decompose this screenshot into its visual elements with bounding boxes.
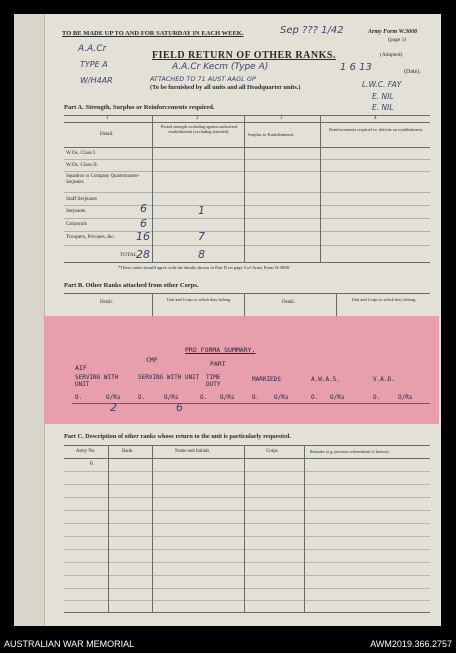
part-a-sub-rule (64, 122, 430, 123)
binding-stub (14, 14, 45, 626)
pc-row-6 (64, 536, 430, 537)
part-c-col-remarks: Remarks (e.g. previous whereabouts if known). (310, 449, 390, 454)
part-a-head-rule (64, 147, 430, 148)
part-c-col-army-no: Army No. (76, 449, 96, 454)
pf-hw-cmf: 6 (176, 401, 183, 414)
part-b-vline-3 (336, 293, 337, 317)
pro-forma-h-marrieds: MARRIEDS (252, 376, 281, 383)
row-sep-5 (64, 218, 430, 219)
hw-unit-left-3: W/H4AR (80, 76, 113, 85)
part-c-col-corps: Corps. (266, 449, 279, 454)
footer-accession: AWM2019.366.2757 (370, 639, 452, 649)
row-troopers: Troopers, Privates, &c. (66, 234, 116, 240)
pf-val-7: O. (252, 394, 260, 401)
pro-forma-slip (44, 316, 439, 424)
pro-forma-aif: AIF (75, 364, 87, 372)
pf-val-4: O/Rs (164, 394, 179, 401)
row-sep-1 (64, 159, 430, 160)
pro-forma-h-vad: V.A.D. (373, 376, 395, 383)
part-a-vline-1 (152, 115, 153, 262)
hw-attached: ATTACHED TO 71 AUST AAGL GP (150, 75, 256, 83)
hw-unit-left-2: TYPE A (80, 60, 108, 69)
row-sep-3 (64, 192, 430, 193)
form-adapted: (Adapted) (380, 52, 403, 58)
part-a-heading: Part A. Strength, Surplus or Reinforcements required. (64, 104, 215, 111)
part-b-col-detail-2: Detail. (282, 300, 295, 305)
hw-unit-name: A.A.Cr Kecm (Type A) (172, 62, 269, 72)
hw-right-2: E. NIL (372, 92, 394, 101)
row-sep-2 (64, 171, 430, 172)
part-b-col-detail-1: Detail. (100, 300, 113, 305)
hw-serjeants-col2: 1 (198, 204, 205, 217)
pc-row-3 (64, 497, 430, 498)
part-b-col-unit-2: Unit and Corps to which they belong. (351, 297, 417, 302)
part-b-vline-2 (244, 293, 245, 317)
pro-forma-h-aif: SERVING WITH UNIT (75, 374, 119, 388)
pf-val-12: O/Rs (398, 394, 413, 401)
part-a-bottom-rule (64, 262, 430, 263)
pc-row-10 (64, 588, 430, 589)
row-wo-class-1: W.Os. Class I. (66, 150, 97, 156)
hw-unit-left-1: A.A.Cr (78, 44, 107, 54)
row-cqms: Squadron or Company Quartermaster-Serjeants (66, 174, 140, 185)
part-b-top-rule (64, 293, 430, 294)
form-subtitle: (To be furnished by all units and all Headquarter units.) (150, 84, 301, 91)
col-number-1: 1 (106, 116, 109, 121)
hw-right-3: E. NIL (372, 103, 394, 112)
part-c-col-name: Name and Initials. (175, 449, 211, 454)
pf-hw-aif: 2 (110, 401, 117, 414)
col-header-posted: Posted strength excluding against authorized establishment (excluding attached). (160, 124, 238, 134)
part-c-first-entry: 6 (90, 461, 93, 467)
pf-val-1: O. (75, 394, 83, 401)
pc-row-1 (64, 471, 430, 472)
pf-val-3: O. (138, 394, 146, 401)
part-c-bottom-rule (64, 612, 430, 613)
hw-total-col2: 8 (198, 248, 205, 261)
row-wo-class-2: W.Os. Class II. (66, 162, 99, 168)
row-serjeants: Serjeants (66, 208, 86, 214)
hw-corporals-col1: 6 (140, 217, 147, 230)
pro-forma-part: PART (210, 360, 226, 368)
hw-right-1: L.W.C. FAY (362, 80, 402, 89)
part-b-vline-1 (152, 293, 153, 317)
hw-date: Sep ??? 1/42 (280, 25, 344, 36)
pf-val-6: O/Rs (220, 394, 235, 401)
part-a-note: *These totals should agree with the details shown in Part D on page 3 of Army Form W.3008. (118, 265, 291, 270)
col-header-detail: Detail. (100, 132, 114, 137)
pf-val-9: O. (311, 394, 319, 401)
pf-val-10: O/Rs (330, 394, 345, 401)
hw-troopers-col1: 16 (136, 230, 150, 243)
hw-bar-no: 1 6 13 (340, 62, 372, 73)
row-sep-7 (64, 245, 430, 246)
pc-row-8 (64, 562, 430, 563)
hw-total-col1: 28 (136, 248, 150, 261)
pro-forma-title: PRO FORMA SUMMARY. (185, 346, 256, 354)
part-a-vline-2 (244, 115, 245, 262)
part-c-head-rule (64, 458, 430, 459)
hw-troopers-col2: 7 (198, 230, 205, 243)
pc-row-9 (64, 575, 430, 576)
col-number-4: 4 (374, 116, 377, 121)
footer-source: AUSTRALIAN WAR MEMORIAL (4, 639, 135, 649)
pf-val-5: O. (200, 394, 208, 401)
col-number-3: 3 (280, 116, 283, 121)
row-staff-serjeants: Staff Serjeants (66, 196, 97, 202)
row-sep-6 (64, 231, 430, 232)
date-label: (Date). (404, 69, 421, 75)
col-header-reinforcements: Reinforcements required i.e. deficits on establishment. (329, 127, 423, 132)
pro-forma-h-awas: A.W.A.S. (311, 376, 340, 383)
pc-row-11 (64, 600, 430, 601)
row-corporals: Corporals (66, 221, 87, 227)
pro-forma-cmf: CMF (146, 356, 158, 364)
pc-row-2 (64, 484, 430, 485)
row-sep-4 (64, 205, 430, 206)
pf-val-2: O/Rs (106, 394, 121, 401)
hw-serjeants-col1: 6 (140, 202, 147, 215)
part-c-top-rule (64, 445, 430, 446)
row-total: TOTAL (120, 252, 137, 258)
pf-val-11: O. (373, 394, 381, 401)
top-instruction: TO BE MADE UP TO AND FOR SATURDAY IN EACH WEEK. (62, 30, 244, 37)
pro-forma-h-part: TIME DUTY (206, 374, 221, 388)
part-b-heading: Part B. Other Ranks attached from other Corps. (64, 282, 199, 289)
form-page: (page 1) (388, 37, 407, 43)
col-number-2: 2 (196, 116, 199, 121)
part-b-col-unit-1: Unit and Corps to which they belong. (166, 297, 232, 302)
pc-row-4 (64, 510, 430, 511)
form-title: FIELD RETURN OF OTHER RANKS. (152, 50, 336, 61)
pro-forma-h-cmf: SERVING WITH UNIT (138, 374, 200, 381)
pf-val-8: O/Rs (274, 394, 289, 401)
part-c-col-rank: Rank. (122, 449, 134, 454)
pc-row-5 (64, 523, 430, 524)
col-header-surplus: Surplus to Establishment. (248, 132, 295, 137)
part-a-vline-3 (320, 115, 321, 262)
pc-row-7 (64, 549, 430, 550)
part-c-heading: Part C. Description of other ranks whose return to the unit is particularly requested. (64, 433, 291, 440)
form-name: Army Form W.3008 (368, 29, 417, 35)
pro-forma-rule (72, 403, 430, 404)
